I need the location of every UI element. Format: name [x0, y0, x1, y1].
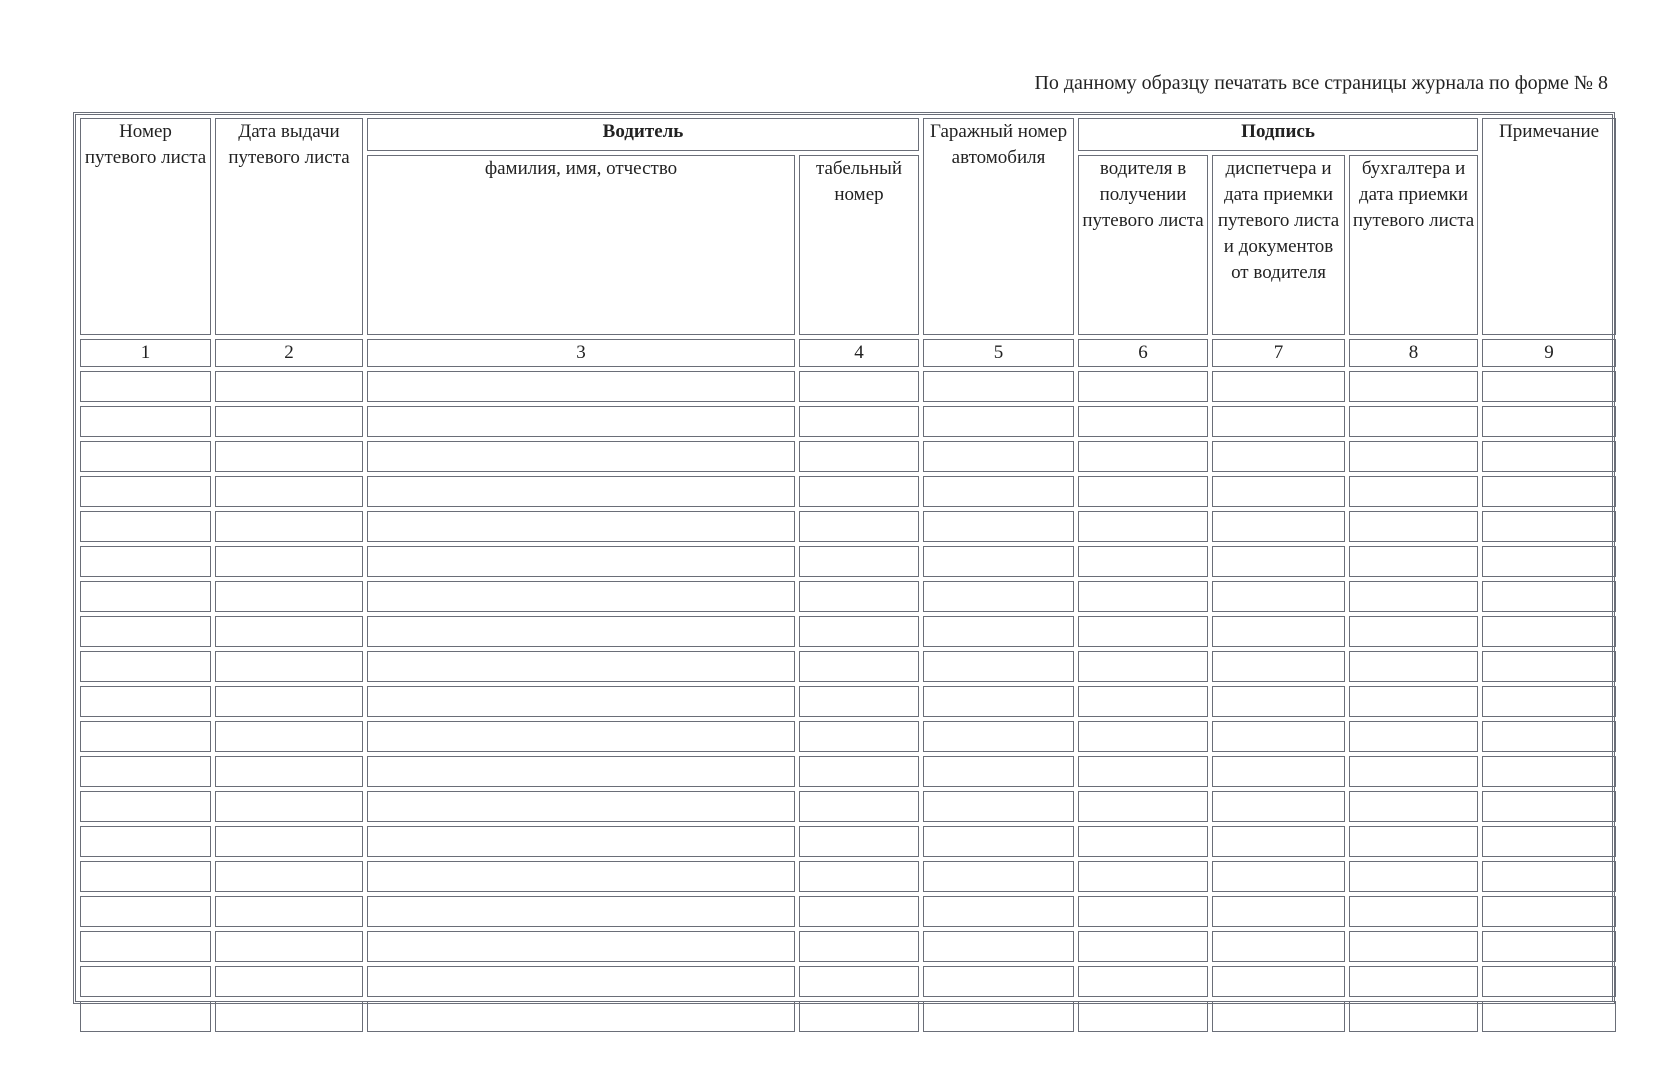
journal-entry-cell[interactable] — [367, 931, 795, 962]
journal-entry-cell[interactable] — [1349, 966, 1478, 997]
journal-entry-cell[interactable] — [1349, 581, 1478, 612]
journal-entry-cell[interactable] — [80, 826, 211, 857]
journal-entry-cell[interactable] — [1078, 721, 1208, 752]
header-driver-signature: водителя в получении путевого листа — [1078, 155, 1208, 335]
journal-entry-cell[interactable] — [1212, 511, 1345, 542]
header-waybill-number: Номер путевого листа — [80, 118, 211, 335]
journal-entry-cell[interactable] — [1482, 546, 1616, 577]
waybill-journal-table — [76, 114, 1620, 1036]
journal-entry-cell[interactable] — [1482, 686, 1616, 717]
column-number: 2 — [215, 339, 363, 367]
journal-entry-row — [80, 966, 1616, 997]
journal-entry-row — [80, 581, 1616, 612]
journal-entry-row — [80, 721, 1616, 752]
journal-entry-cell[interactable] — [1482, 756, 1616, 787]
header-issue-date: Дата выдачи путевого листа — [215, 118, 363, 335]
journal-entry-cell[interactable] — [923, 616, 1074, 647]
journal-entry-cell[interactable] — [1078, 371, 1208, 402]
journal-entry-cell[interactable] — [1078, 1001, 1208, 1032]
journal-entry-cell[interactable] — [799, 476, 919, 507]
journal-entry-cell[interactable] — [1078, 406, 1208, 437]
journal-entry-cell[interactable] — [799, 791, 919, 822]
journal-entry-cell[interactable] — [923, 966, 1074, 997]
journal-entry-cell[interactable] — [1078, 441, 1208, 472]
journal-entry-cell[interactable] — [923, 441, 1074, 472]
journal-entry-cell[interactable] — [367, 371, 795, 402]
journal-entry-cell[interactable] — [1349, 861, 1478, 892]
column-number: 9 — [1482, 339, 1616, 367]
journal-entry-cell[interactable] — [799, 826, 919, 857]
journal-entry-cell[interactable] — [367, 616, 795, 647]
journal-entry-cell[interactable] — [1482, 791, 1616, 822]
journal-entry-cell[interactable] — [923, 756, 1074, 787]
journal-entry-cell[interactable] — [1482, 896, 1616, 927]
journal-entry-cell[interactable] — [799, 406, 919, 437]
journal-entry-cell[interactable] — [1212, 651, 1345, 682]
journal-entry-cell[interactable] — [923, 406, 1074, 437]
journal-entry-cell[interactable] — [1078, 581, 1208, 612]
journal-entry-cell[interactable] — [1349, 826, 1478, 857]
journal-entry-cell[interactable] — [1482, 966, 1616, 997]
journal-entry-cell[interactable] — [799, 651, 919, 682]
journal-entry-cell[interactable] — [367, 651, 795, 682]
journal-entry-cell[interactable] — [1482, 721, 1616, 752]
journal-entry-cell[interactable] — [1078, 756, 1208, 787]
column-number: 6 — [1078, 339, 1208, 367]
journal-entry-cell[interactable] — [80, 371, 211, 402]
journal-entry-cell[interactable] — [1212, 756, 1345, 787]
journal-entry-cell[interactable] — [1349, 511, 1478, 542]
journal-entry-cell[interactable] — [1349, 756, 1478, 787]
journal-entry-cell[interactable] — [1078, 476, 1208, 507]
header-personnel-number: табельный номер — [799, 155, 919, 335]
journal-entry-cell[interactable] — [1212, 966, 1345, 997]
journal-entry-cell[interactable] — [215, 511, 363, 542]
journal-entry-cell[interactable] — [799, 896, 919, 927]
journal-entry-cell[interactable] — [367, 406, 795, 437]
journal-entry-cell[interactable] — [799, 931, 919, 962]
journal-entry-cell[interactable] — [1212, 686, 1345, 717]
journal-entry-cell[interactable] — [1078, 966, 1208, 997]
journal-entry-cell[interactable] — [799, 511, 919, 542]
journal-entry-row — [80, 756, 1616, 787]
journal-entry-cell[interactable] — [1482, 476, 1616, 507]
journal-entry-cell[interactable] — [923, 896, 1074, 927]
journal-entry-cell[interactable] — [1482, 371, 1616, 402]
journal-entry-cell[interactable] — [1212, 1001, 1345, 1032]
column-number-row — [80, 339, 1616, 367]
journal-entry-row — [80, 476, 1616, 507]
header-garage-number: Гаражный номер автомобиля — [923, 118, 1074, 335]
journal-entry-cell[interactable] — [799, 861, 919, 892]
journal-entry-cell[interactable] — [215, 826, 363, 857]
journal-entry-cell[interactable] — [80, 511, 211, 542]
journal-entry-cell[interactable] — [923, 686, 1074, 717]
journal-entry-cell[interactable] — [367, 686, 795, 717]
journal-entry-cell[interactable] — [215, 546, 363, 577]
journal-entry-cell[interactable] — [1078, 546, 1208, 577]
header-driver-group: Водитель — [367, 118, 919, 151]
journal-entry-row — [80, 546, 1616, 577]
journal-entry-cell[interactable] — [80, 616, 211, 647]
journal-entry-row — [80, 791, 1616, 822]
journal-entry-row — [80, 861, 1616, 892]
column-number: 3 — [367, 339, 795, 367]
journal-entry-cell[interactable] — [80, 931, 211, 962]
journal-entry-cell[interactable] — [799, 441, 919, 472]
journal-entry-row — [80, 931, 1616, 962]
journal-entry-cell[interactable] — [80, 651, 211, 682]
journal-entry-cell[interactable] — [1349, 721, 1478, 752]
header-remark: Примечание — [1482, 118, 1616, 335]
column-number: 5 — [923, 339, 1074, 367]
journal-entry-cell[interactable] — [923, 1001, 1074, 1032]
journal-entry-cell[interactable] — [80, 861, 211, 892]
journal-entry-cell[interactable] — [1482, 616, 1616, 647]
journal-entry-cell[interactable] — [799, 616, 919, 647]
journal-entry-cell[interactable] — [1212, 406, 1345, 437]
journal-entry-cell[interactable] — [1078, 686, 1208, 717]
journal-entry-cell[interactable] — [923, 931, 1074, 962]
journal-entry-cell[interactable] — [215, 686, 363, 717]
journal-entry-cell[interactable] — [1078, 931, 1208, 962]
journal-entry-cell[interactable] — [1078, 651, 1208, 682]
journal-entry-cell[interactable] — [215, 861, 363, 892]
journal-entry-cell[interactable] — [80, 896, 211, 927]
journal-entry-cell[interactable] — [1212, 546, 1345, 577]
journal-entry-row — [80, 651, 1616, 682]
journal-entry-cell[interactable] — [1349, 1001, 1478, 1032]
journal-entry-row — [80, 1001, 1616, 1032]
journal-entry-cell[interactable] — [1482, 826, 1616, 857]
journal-entry-cell[interactable] — [1482, 406, 1616, 437]
journal-entry-cell[interactable] — [1212, 861, 1345, 892]
journal-entry-cell[interactable] — [80, 756, 211, 787]
column-number: 4 — [799, 339, 919, 367]
journal-entry-cell[interactable] — [215, 371, 363, 402]
journal-entry-cell[interactable] — [1349, 441, 1478, 472]
journal-entry-cell[interactable] — [215, 581, 363, 612]
journal-entry-cell[interactable] — [215, 441, 363, 472]
header-signature-group: Подпись — [1078, 118, 1478, 151]
journal-entry-cell[interactable] — [367, 721, 795, 752]
journal-entry-cell[interactable] — [1078, 511, 1208, 542]
journal-entry-cell[interactable] — [1482, 861, 1616, 892]
journal-entry-cell[interactable] — [1212, 371, 1345, 402]
journal-entry-cell[interactable] — [1482, 581, 1616, 612]
header-driver-full-name: фамилия, имя, отчество — [367, 155, 795, 335]
journal-entry-cell[interactable] — [1212, 441, 1345, 472]
journal-entry-cell[interactable] — [1212, 616, 1345, 647]
journal-entry-cell[interactable] — [215, 791, 363, 822]
journal-entry-cell[interactable] — [367, 896, 795, 927]
journal-entry-cell[interactable] — [367, 546, 795, 577]
journal-entry-cell[interactable] — [1078, 616, 1208, 647]
journal-entry-cell[interactable] — [1212, 896, 1345, 927]
journal-entry-cell[interactable] — [1349, 616, 1478, 647]
journal-entry-cell[interactable] — [1349, 371, 1478, 402]
journal-entry-cell[interactable] — [215, 406, 363, 437]
journal-entry-cell[interactable] — [923, 651, 1074, 682]
journal-entry-cell[interactable] — [367, 826, 795, 857]
journal-entry-cell[interactable] — [80, 406, 211, 437]
journal-entry-cell[interactable] — [80, 546, 211, 577]
journal-entry-cell[interactable] — [923, 476, 1074, 507]
journal-entry-cell[interactable] — [1482, 441, 1616, 472]
journal-entry-row — [80, 441, 1616, 472]
journal-entry-cell[interactable] — [215, 756, 363, 787]
journal-entry-row — [80, 896, 1616, 927]
journal-entry-cell[interactable] — [1078, 791, 1208, 822]
journal-entry-cell[interactable] — [215, 966, 363, 997]
journal-entry-cell[interactable] — [799, 756, 919, 787]
journal-entry-cell[interactable] — [923, 511, 1074, 542]
journal-entry-cell[interactable] — [1349, 686, 1478, 717]
header-accountant-signature: бухгалтера и дата приемки путевого листа — [1349, 155, 1478, 335]
journal-entry-cell[interactable] — [1349, 896, 1478, 927]
journal-entry-cell[interactable] — [1212, 791, 1345, 822]
column-number: 7 — [1212, 339, 1345, 367]
journal-entry-row — [80, 686, 1616, 717]
journal-entry-cell[interactable] — [799, 721, 919, 752]
journal-entry-row — [80, 616, 1616, 647]
print-instruction-note: По данному образцу печатать все страницы журнала по форме № 8 — [1034, 72, 1608, 94]
journal-entry-cell[interactable] — [80, 721, 211, 752]
journal-entry-cell[interactable] — [1482, 651, 1616, 682]
journal-entry-cell[interactable] — [1212, 931, 1345, 962]
journal-entry-cell[interactable] — [367, 861, 795, 892]
journal-entry-cell[interactable] — [80, 1001, 211, 1032]
journal-entry-cell[interactable] — [1482, 931, 1616, 962]
journal-entry-row — [80, 406, 1616, 437]
journal-entry-cell[interactable] — [80, 686, 211, 717]
journal-entry-cell[interactable] — [367, 966, 795, 997]
journal-entry-cell[interactable] — [215, 1001, 363, 1032]
journal-entry-cell[interactable] — [215, 651, 363, 682]
journal-entry-cell[interactable] — [1349, 931, 1478, 962]
journal-entry-cell[interactable] — [1212, 721, 1345, 752]
journal-entry-row — [80, 511, 1616, 542]
journal-entry-cell[interactable] — [1349, 476, 1478, 507]
journal-entry-cell[interactable] — [367, 1001, 795, 1032]
header-row-1 — [80, 118, 1616, 151]
journal-entry-cell[interactable] — [1482, 1001, 1616, 1032]
journal-entry-cell[interactable] — [1482, 511, 1616, 542]
journal-entry-cell[interactable] — [923, 721, 1074, 752]
journal-entry-cell[interactable] — [923, 826, 1074, 857]
journal-entry-cell[interactable] — [799, 546, 919, 577]
journal-entry-cell[interactable] — [367, 511, 795, 542]
journal-entry-cell[interactable] — [923, 861, 1074, 892]
journal-entry-row — [80, 371, 1616, 402]
journal-entry-cell[interactable] — [1349, 406, 1478, 437]
column-number: 8 — [1349, 339, 1478, 367]
journal-entry-cell[interactable] — [80, 791, 211, 822]
journal-entry-cell[interactable] — [1078, 896, 1208, 927]
column-number: 1 — [80, 339, 211, 367]
journal-entry-cell[interactable] — [80, 966, 211, 997]
journal-entry-cell[interactable] — [1212, 581, 1345, 612]
journal-entry-cell[interactable] — [799, 686, 919, 717]
journal-entry-cell[interactable] — [923, 546, 1074, 577]
journal-entry-cell[interactable] — [367, 581, 795, 612]
journal-entry-row — [80, 826, 1616, 857]
journal-entry-cell[interactable] — [367, 756, 795, 787]
journal-entry-cell[interactable] — [367, 791, 795, 822]
journal-entry-cell[interactable] — [215, 896, 363, 927]
journal-entry-cell[interactable] — [923, 791, 1074, 822]
journal-entry-cell[interactable] — [215, 616, 363, 647]
journal-entry-cell[interactable] — [215, 931, 363, 962]
journal-entry-cell[interactable] — [1349, 651, 1478, 682]
journal-entry-cell[interactable] — [215, 476, 363, 507]
journal-entry-cell[interactable] — [80, 476, 211, 507]
journal-entry-cell[interactable] — [367, 476, 795, 507]
journal-entry-cell[interactable] — [80, 441, 211, 472]
journal-entry-cell[interactable] — [215, 721, 363, 752]
journal-entry-cell[interactable] — [367, 441, 795, 472]
header-dispatcher-signature: диспетчера и дата приемки путевого листа и документов от водителя — [1212, 155, 1345, 335]
journal-entry-cell[interactable] — [1349, 546, 1478, 577]
journal-entry-cell[interactable] — [799, 966, 919, 997]
journal-entry-cell[interactable] — [1349, 791, 1478, 822]
journal-entry-cell[interactable] — [799, 371, 919, 402]
journal-entry-cell[interactable] — [799, 581, 919, 612]
journal-entry-cell[interactable] — [1078, 861, 1208, 892]
journal-entry-cell[interactable] — [923, 581, 1074, 612]
journal-entry-cell[interactable] — [1212, 826, 1345, 857]
journal-entry-cell[interactable] — [1078, 826, 1208, 857]
journal-entry-cell[interactable] — [799, 1001, 919, 1032]
journal-entry-cell[interactable] — [923, 371, 1074, 402]
journal-entry-cell[interactable] — [80, 581, 211, 612]
journal-entry-cell[interactable] — [1212, 476, 1345, 507]
